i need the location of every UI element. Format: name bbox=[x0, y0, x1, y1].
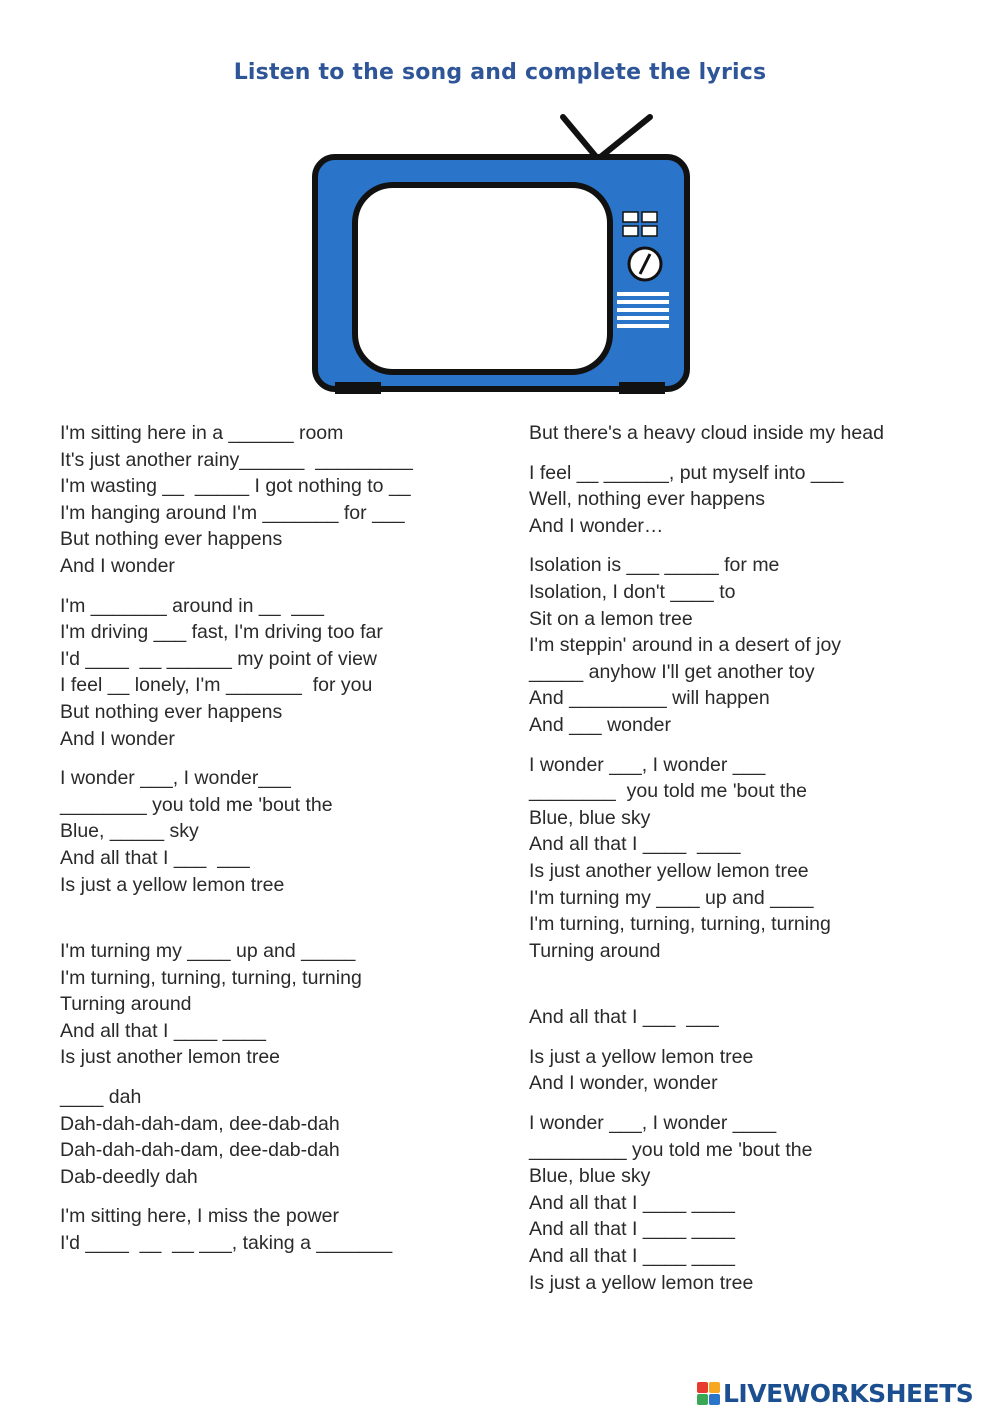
lyric-line: But nothing ever happens bbox=[60, 700, 283, 723]
lyric-line: And all that I ____ ____ bbox=[60, 1019, 266, 1042]
lyric-line: I'm sitting here in a ______ room bbox=[60, 422, 344, 444]
lyric-line: Isolation, I don't ____ to bbox=[529, 580, 736, 603]
stanza bbox=[529, 1110, 969, 1296]
lyric-line: And all that I ____ ____ bbox=[529, 833, 741, 856]
lyric-line: I'm hanging around I'm _______ for ___ bbox=[60, 501, 405, 524]
worksheet-title: Listen to the song and complete the lyrics bbox=[233, 60, 767, 85]
lyric-line: I wonder ___, I wonder___ bbox=[60, 767, 291, 790]
lyric-line: But there's a heavy cloud inside my head bbox=[529, 422, 884, 444]
stanza bbox=[60, 765, 490, 898]
lyrics-left-column bbox=[60, 420, 490, 1270]
lyric-line: I'm wasting __ _____ I got nothing to __ bbox=[60, 475, 411, 498]
lyric-line: I'm driving ___ fast, I'm driving too far bbox=[60, 621, 383, 644]
liveworksheets-logo[interactable] bbox=[697, 1377, 997, 1409]
lyric-line: I'm turning, turning, turning, turning bbox=[60, 966, 362, 989]
lyric-line: Well, nothing ever happens bbox=[529, 488, 765, 511]
lyric-line: I'd ____ __ ______ my point of view bbox=[60, 647, 378, 670]
stanza bbox=[529, 1004, 969, 1031]
lyric-line: Is just a yellow lemon tree bbox=[529, 1271, 754, 1294]
lyric-line: I'd ____ __ __ ___, taking a _______ bbox=[60, 1232, 393, 1255]
stanza bbox=[529, 460, 969, 540]
liveworksheets-logo-icon bbox=[697, 1382, 720, 1405]
lyric-line: It's just another rainy______ _________ bbox=[60, 448, 413, 471]
lyric-line: I feel __ ______, put myself into ___ bbox=[529, 461, 844, 484]
lyric-line: And _________ will happen bbox=[529, 687, 770, 710]
lyric-line: Blue, blue sky bbox=[529, 1165, 651, 1188]
lyric-line: I'm _______ around in __ ___ bbox=[60, 594, 324, 617]
lyric-line: Turning around bbox=[60, 993, 192, 1016]
lyric-line: Is just another yellow lemon tree bbox=[529, 859, 809, 882]
stanza bbox=[529, 552, 969, 738]
lyrics-right-column bbox=[529, 420, 969, 1309]
lyric-line: And all that I ____ ____ bbox=[529, 1245, 735, 1268]
lyric-line: And all that I ____ ____ bbox=[529, 1191, 735, 1214]
lyric-line: But nothing ever happens bbox=[60, 528, 283, 551]
lyric-line: ____ dah bbox=[60, 1086, 142, 1109]
lyric-line: And I wonder bbox=[60, 727, 175, 750]
lyric-line: I wonder ___, I wonder ___ bbox=[529, 753, 766, 776]
lyric-line: And I wonder, wonder bbox=[529, 1072, 718, 1095]
lyric-line: And I wonder… bbox=[529, 514, 664, 537]
logo-text: LIVEWORKSHEETS bbox=[723, 1378, 974, 1408]
lyric-line: Blue, _____ sky bbox=[60, 820, 199, 843]
stanza bbox=[529, 752, 969, 965]
stanza bbox=[529, 1044, 969, 1097]
lyric-line: Is just a yellow lemon tree bbox=[60, 873, 285, 896]
television-illustration bbox=[305, 112, 695, 397]
lyric-line: And all that I ____ ____ bbox=[529, 1218, 735, 1241]
lyric-line: Dab-deedly dah bbox=[60, 1165, 198, 1188]
lyric-line: I'm turning my ____ up and _____ bbox=[60, 940, 356, 963]
stanza bbox=[60, 1203, 490, 1256]
lyric-line: Is just a yellow lemon tree bbox=[529, 1045, 754, 1068]
stanza bbox=[529, 420, 969, 447]
lyric-line: I feel __ lonely, I'm _______ for you bbox=[60, 674, 373, 697]
lyric-line: Dah-dah-dah-dam, dee-dab-dah bbox=[60, 1112, 340, 1135]
lyric-line: And all that I ___ ___ bbox=[529, 1006, 719, 1029]
lyric-line: And ___ wonder bbox=[529, 713, 672, 736]
stanza bbox=[60, 938, 490, 1071]
lyric-line: And all that I ___ ___ bbox=[60, 846, 250, 869]
lyric-line: I wonder ___, I wonder ____ bbox=[529, 1112, 777, 1135]
lyric-line: I'm sitting here, I miss the power bbox=[60, 1205, 339, 1228]
lyric-line: Isolation is ___ _____ for me bbox=[529, 554, 780, 577]
lyric-line: Sit on a lemon tree bbox=[529, 607, 693, 630]
stanza bbox=[60, 593, 490, 753]
stanza bbox=[60, 420, 490, 580]
lyric-line: I'm steppin' around in a desert of joy bbox=[529, 634, 842, 657]
lyric-line: And I wonder bbox=[60, 554, 175, 577]
lyric-line: Is just another lemon tree bbox=[60, 1046, 281, 1069]
stanza bbox=[60, 1084, 490, 1190]
lyric-line: _____ anyhow I'll get another toy bbox=[529, 660, 815, 683]
lyric-line: I'm turning, turning, turning, turning bbox=[529, 913, 831, 936]
lyric-line: Blue, blue sky bbox=[529, 806, 651, 829]
lyric-line: Turning around bbox=[529, 939, 661, 962]
lyric-line: _________ you told me 'bout the bbox=[529, 1138, 813, 1161]
lyric-line: I'm turning my ____ up and ____ bbox=[529, 886, 814, 909]
lyric-line: Dah-dah-dah-dam, dee-dab-dah bbox=[60, 1139, 340, 1162]
lyric-line: ________ you told me 'bout the bbox=[60, 793, 333, 816]
lyric-line: ________ you told me 'bout the bbox=[529, 780, 808, 803]
